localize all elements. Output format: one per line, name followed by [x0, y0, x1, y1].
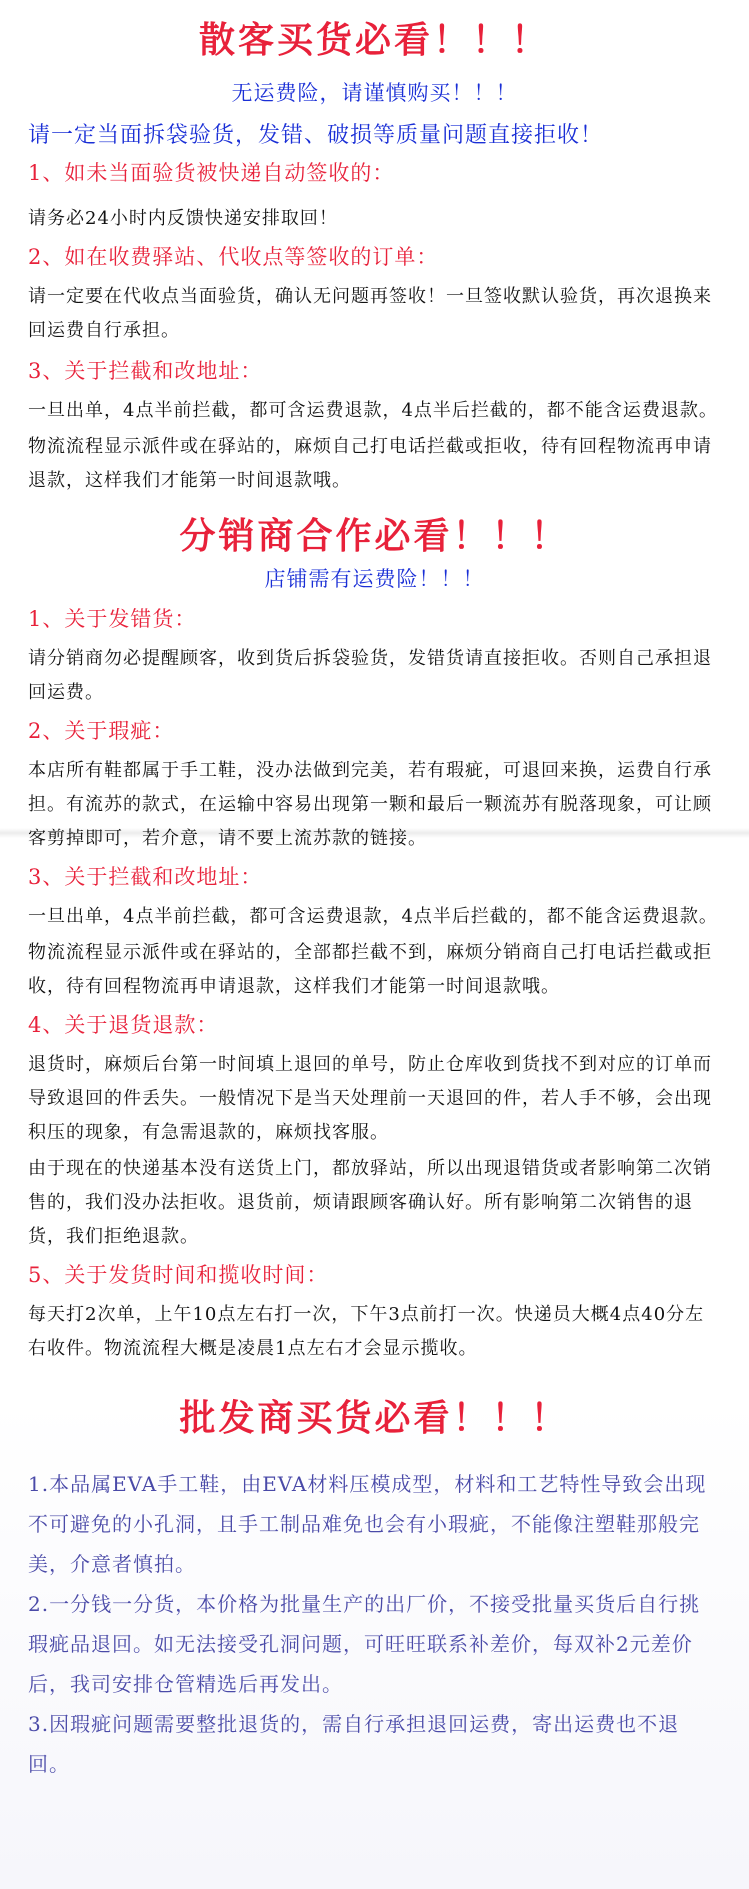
distributor-para-4b: 由于现在的快递基本没有送货上门，都放驿站，所以出现退错货或者影响第二次销售的，我们没办法拒收。退货前，烦请跟顾客确认好。所有影响第二次销售的退货，我们拒绝退款。 [28, 1158, 712, 1247]
retail-heading-3: 3、关于拦截和改地址： [28, 359, 263, 383]
distributor-para-5: 每天打2次单，上午10点左右打一次，下午3点前打一次。快递员大概4点40分左右收件。物流流程大概是凌晨1点左右才会显示揽收。 [28, 1304, 705, 1359]
distributor-heading-4: 4、关于退货退款： [28, 1013, 219, 1037]
wholesale-section [28, 1366, 721, 1784]
distributor-section [28, 498, 721, 1366]
retail-section [28, 0, 721, 498]
retail-para-3b: 物流流程显示派件或在驿站的，麻烦自己打电话拦截或拒收，待有回程物流再申请退款，这样我们才能第一时间退款哦。 [28, 436, 712, 491]
retail-title: 散客买货必看！！！ [198, 19, 550, 61]
distributor-subtitle: 店铺需有运费险！！！ [264, 567, 485, 591]
retail-notice: 请一定当面拆袋验货，发错、破损等质量问题直接拒收！ [28, 123, 604, 148]
retail-subtitle: 无运费险，请谨慎购买！！！ [231, 81, 518, 105]
distributor-title: 分销商合作必看！！！ [179, 515, 570, 557]
retail-para-3a: 一旦出单，4点半前拦截，都可含运费退款，4点半后拦截的，都不能含运费退款。 [28, 400, 718, 421]
distributor-para-3b: 物流流程显示派件或在驿站的，全部都拦截不到，麻烦分销商自己打电话拦截或拒收，待有回程物流再申请退款，这样我们才能第一时间退款哦。 [28, 942, 712, 997]
distributor-para-1: 请分销商勿必提醒顾客，收到货后拆袋验货，发错货请直接拒收。否则自己承担退回运费。 [28, 648, 712, 703]
wholesale-para-2: 2.一分钱一分货，本价格为批量生产的出厂价，不接受批量买货后自行挑瑕疵品退回。如无法接受孔洞问题，可旺旺联系补差价，每双补2元差价后，我司安排仓管精选后再发出。 [28, 1592, 701, 1696]
distributor-para-2: 本店所有鞋都属于手工鞋，没办法做到完美，若有瑕疵，可退回来换，运费自行承担。有流苏的款式，在运输中容易出现第一颗和最后一颗流苏有脱落现象，可让顾客剪掉即可，若介意，请不要上流苏款的链接。 [28, 760, 712, 849]
wholesale-title: 批发商买货必看！！！ [179, 1397, 570, 1439]
distributor-heading-3: 3、关于拦截和改地址： [28, 865, 263, 889]
retail-para-1: 请务必24小时内反馈快递安排取回！ [28, 208, 338, 229]
retail-para-2: 请一定要在代收点当面验货，确认无问题再签收！一旦签收默认验货，再次退换来回运费自行承担。 [28, 286, 712, 341]
retail-heading-2: 2、如在收费驿站、代收点等签收的订单： [28, 245, 439, 269]
distributor-heading-5: 5、关于发货时间和揽收时间： [28, 1263, 329, 1287]
wholesale-para-1: 1.本品属EVA手工鞋，由EVA材料压模成型，材料和工艺特性导致会出现不可避免的小孔洞，且手工制品难免也会有小瑕疵，不能像注塑鞋那般完美，介意者慎拍。 [28, 1472, 707, 1576]
retail-heading-1: 1、如未当面验货被快递自动签收的： [28, 161, 395, 185]
distributor-para-3a: 一旦出单，4点半前拦截，都可含运费退款，4点半后拦截的，都不能含运费退款。 [28, 906, 718, 927]
distributor-para-4a: 退货时，麻烦后台第一时间填上退回的单号，防止仓库收到货找不到对应的订单而导致退回的件丢失。一般情况下是当天处理前一天退回的件，若人手不够，会出现积压的现象，有急需退款的，麻烦找客服。 [28, 1054, 712, 1143]
distributor-heading-2: 2、关于瑕疵： [28, 719, 175, 743]
wholesale-para-3: 3.因瑕疵问题需要整批退货的，需自行承担退回运费，寄出运费也不退回。 [28, 1712, 680, 1776]
distributor-heading-1: 1、关于发错货： [28, 607, 197, 631]
